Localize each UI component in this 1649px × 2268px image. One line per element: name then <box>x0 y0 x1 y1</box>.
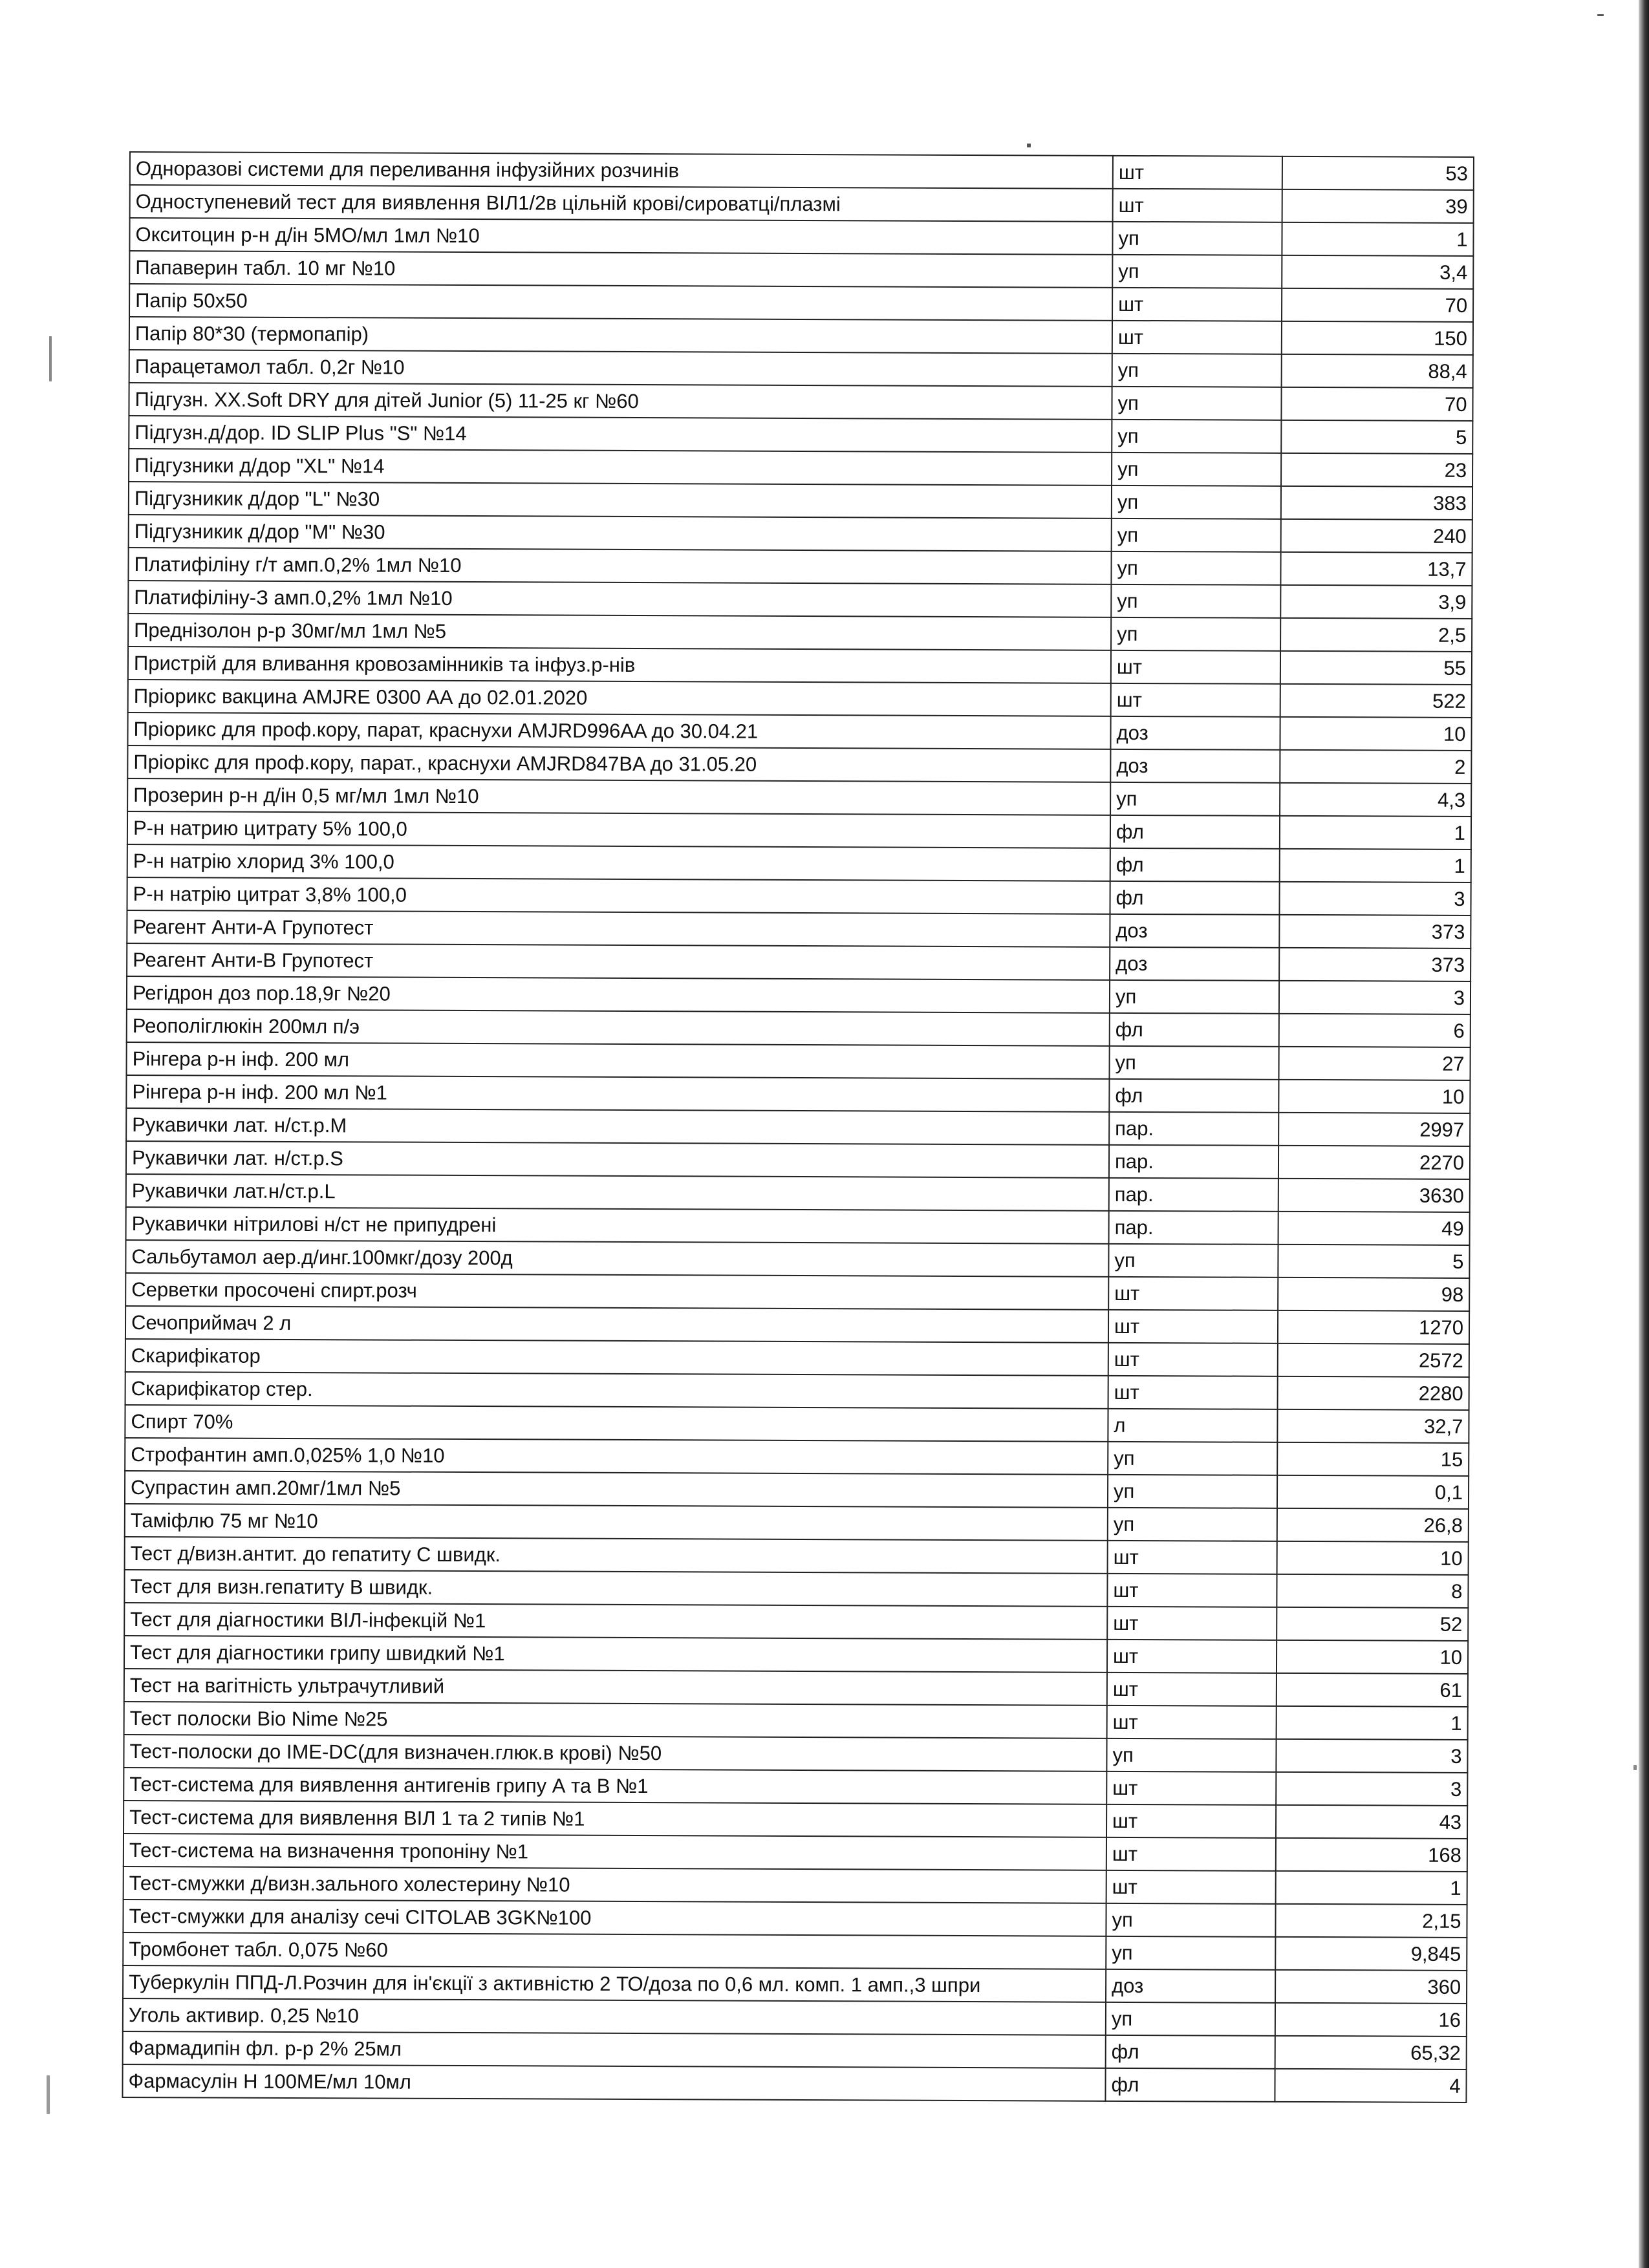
unit-cell: шт <box>1106 1771 1276 1805</box>
table-row <box>124 1801 1467 1839</box>
item-name-cell: Р-н натрію хлорид 3% 100,0 <box>127 844 1110 881</box>
table-row <box>125 1273 1469 1311</box>
quantity-cell: 26,8 <box>1277 1508 1469 1542</box>
table-row <box>124 1834 1467 1872</box>
table-row <box>126 1174 1470 1212</box>
item-name-cell: Тест на вагітність ультрачутливий <box>124 1669 1107 1706</box>
table-row <box>128 548 1472 586</box>
table-row <box>123 1965 1467 2004</box>
table-row <box>125 1339 1469 1377</box>
scan-speck <box>47 2075 50 2114</box>
unit-cell: уп <box>1112 354 1282 387</box>
unit-cell: шт <box>1106 1837 1276 1871</box>
unit-cell: шт <box>1108 1376 1278 1409</box>
table-row <box>126 1108 1470 1146</box>
quantity-cell: 2,15 <box>1275 1904 1467 1938</box>
unit-cell: шт <box>1112 288 1282 321</box>
quantity-cell: 43 <box>1276 1805 1467 1839</box>
unit-cell: шт <box>1107 1640 1277 1673</box>
unit-cell: шт <box>1107 1607 1277 1640</box>
item-name-cell: Тест-смужки д/визн.зального холестерину №10 <box>124 1867 1106 1903</box>
table-row <box>123 1899 1467 1938</box>
table-row <box>125 1306 1469 1344</box>
quantity-cell: 2270 <box>1278 1146 1470 1179</box>
item-name-cell: Тест-система на визначення тропоніну №1 <box>124 1834 1106 1870</box>
table-row <box>127 811 1471 850</box>
table-row <box>125 1438 1469 1476</box>
item-name-cell: Платифіліну-З амп.0,2% 1мл №10 <box>128 581 1111 617</box>
unit-cell: уп <box>1112 486 1281 519</box>
quantity-cell: 70 <box>1281 387 1472 421</box>
unit-cell: уп <box>1112 387 1281 420</box>
unit-cell: уп <box>1112 420 1281 453</box>
unit-cell: уп <box>1111 584 1280 618</box>
unit-cell: доз <box>1110 716 1280 750</box>
table-row <box>123 1998 1467 2037</box>
quantity-cell: 360 <box>1275 1970 1467 2004</box>
item-name-cell: Таміфлю 75 мг №10 <box>125 1504 1108 1541</box>
item-name-cell: Тест полоски Bio Nime №25 <box>124 1702 1107 1738</box>
item-name-cell: Папір 80*30 (термопапір) <box>129 317 1112 354</box>
item-name-cell: Пріорикс вакцина AMJRE 0300 АА до 02.01.2020 <box>128 679 1111 716</box>
quantity-cell: 13,7 <box>1280 552 1472 586</box>
item-name-cell: Підгузн. XX.Soft DRY для дітей Junior (5) 11-25 кг №60 <box>129 383 1112 420</box>
table-row <box>124 1702 1468 1740</box>
item-name-cell: Рінгера р-н інф. 200 мл <box>127 1042 1110 1079</box>
item-name-cell: Р-н натрию цитрату 5% 100,0 <box>127 811 1110 848</box>
scan-edge-shadow <box>1639 0 1649 2268</box>
unit-cell: фл <box>1110 881 1279 915</box>
quantity-cell: 1 <box>1277 1706 1468 1740</box>
quantity-cell: 1 <box>1276 1871 1467 1905</box>
item-name-cell: Рукавички нітрилові н/ст не припудрені <box>126 1207 1109 1244</box>
table-row <box>124 1768 1467 1806</box>
item-name-cell: Платифіліну г/т амп.0,2% 1мл №10 <box>128 548 1111 584</box>
item-name-cell: Регідрон доз пор.18,9г №20 <box>127 976 1110 1013</box>
quantity-cell: 2572 <box>1278 1343 1469 1377</box>
quantity-cell: 65,32 <box>1275 2036 1467 2070</box>
unit-cell: уп <box>1106 1936 1275 1970</box>
unit-cell: шт <box>1113 156 1282 189</box>
unit-cell: уп <box>1112 519 1281 552</box>
item-name-cell: Одноступеневий тест для виявлення ВІЛ1/2в цільній крові/сироватці/плазмі <box>130 185 1113 222</box>
quantity-cell: 3,4 <box>1282 255 1473 289</box>
unit-cell: доз <box>1110 749 1280 783</box>
unit-cell: уп <box>1108 1244 1278 1278</box>
quantity-cell: 150 <box>1282 321 1473 355</box>
item-name-cell: Реополіглюкін 200мл п/э <box>127 1009 1110 1046</box>
table-row <box>125 1471 1469 1509</box>
table-row <box>124 1636 1468 1674</box>
quantity-cell: 55 <box>1280 651 1472 685</box>
item-name-cell: Папір 50х50 <box>129 284 1112 321</box>
item-name-cell: Преднізолон р-р 30мг/мл 1мл №5 <box>128 614 1111 650</box>
quantity-cell: 88,4 <box>1282 354 1473 388</box>
item-name-cell: Тест-смужки для аналізу сечі CITOLAB 3GK№100 <box>123 1899 1106 1936</box>
quantity-cell: 5 <box>1281 420 1472 454</box>
unit-cell: доз <box>1110 914 1279 948</box>
quantity-cell: 10 <box>1280 717 1471 751</box>
unit-cell: шт <box>1106 1804 1276 1838</box>
item-name-cell: Сечоприймач 2 л <box>125 1306 1108 1343</box>
quantity-cell: 10 <box>1278 1080 1470 1113</box>
unit-cell: шт <box>1108 1343 1278 1376</box>
quantity-cell: 1 <box>1282 222 1473 256</box>
table-row <box>129 449 1472 487</box>
unit-cell: уп <box>1106 2002 1275 2036</box>
unit-cell: фл <box>1106 2035 1275 2069</box>
quantity-cell: 373 <box>1279 915 1471 948</box>
quantity-cell: 10 <box>1277 1640 1468 1674</box>
item-name-cell: Тест для визн.гепатиту В швидк. <box>124 1570 1107 1607</box>
quantity-cell: 383 <box>1281 486 1472 520</box>
quantity-cell: 6 <box>1279 1014 1471 1047</box>
quantity-cell: 2,5 <box>1280 618 1472 652</box>
table-row <box>127 745 1471 784</box>
table-row <box>126 1207 1470 1245</box>
item-name-cell: Тест для діагностики грипу швидкий №1 <box>124 1636 1107 1673</box>
table-row <box>128 581 1472 619</box>
unit-cell: шт <box>1108 1541 1277 1574</box>
table-row <box>125 1372 1469 1410</box>
item-name-cell: Супрастин амп.20мг/1мл №5 <box>125 1471 1108 1508</box>
unit-cell: шт <box>1113 189 1282 222</box>
unit-cell: пар. <box>1109 1211 1278 1245</box>
table-row <box>125 1240 1469 1278</box>
item-name-cell: Пристрій для вливання кровозамінників та інфуз.р-нів <box>128 647 1111 683</box>
unit-cell: шт <box>1108 1310 1278 1343</box>
unit-cell: уп <box>1111 551 1280 585</box>
table-row <box>124 1867 1467 1905</box>
quantity-cell: 15 <box>1277 1442 1469 1476</box>
table-row <box>129 284 1473 322</box>
item-name-cell: Фармасулін Н 100МЕ/мл 10мл <box>122 2064 1105 2101</box>
item-name-cell: Строфантин амп.0,025% 1,0 №10 <box>125 1438 1108 1475</box>
unit-cell: шт <box>1106 1870 1276 1904</box>
quantity-cell: 2997 <box>1278 1113 1470 1146</box>
unit-cell: доз <box>1110 947 1279 981</box>
table-row <box>129 218 1473 256</box>
unit-cell: уп <box>1108 1508 1277 1541</box>
table-row <box>129 251 1473 289</box>
table-row <box>127 976 1471 1014</box>
quantity-cell: 1270 <box>1278 1311 1469 1344</box>
item-name-cell: Пріорикс для проф.кору, парат, краснухи AMJRD996AA до 30.04.21 <box>127 712 1110 749</box>
quantity-cell: 10 <box>1277 1541 1469 1575</box>
unit-cell: шт <box>1107 1673 1277 1706</box>
table-row <box>127 844 1471 883</box>
item-name-cell: Фармадипін фл. р-р 2% 25мл <box>123 2031 1106 2068</box>
quantity-cell: 3 <box>1276 1739 1467 1773</box>
scan-speck <box>1633 1765 1637 1770</box>
item-name-cell: Тест-система для виявлення ВІЛ 1 та 2 типів №1 <box>124 1801 1106 1837</box>
table-row <box>130 152 1474 190</box>
table-row <box>127 1009 1471 1047</box>
unit-cell: уп <box>1108 1442 1277 1475</box>
scan-speck <box>1027 144 1031 147</box>
table-row <box>122 2064 1466 2102</box>
item-name-cell: Тромбонет табл. 0,075 №60 <box>123 1932 1106 1969</box>
quantity-cell: 1 <box>1280 816 1471 850</box>
item-name-cell: Рукавички лат. н/ст.р.М <box>126 1108 1109 1145</box>
item-name-cell: Рукавички лат.н/ст.р.L <box>126 1174 1109 1211</box>
quantity-cell: 52 <box>1277 1607 1468 1641</box>
unit-cell: шт <box>1107 1574 1277 1607</box>
table-row <box>123 1932 1467 1971</box>
table-row <box>124 1603 1468 1641</box>
unit-cell: пар. <box>1109 1145 1278 1179</box>
table-row <box>129 482 1472 520</box>
scan-speck <box>49 336 52 381</box>
quantity-cell: 8 <box>1277 1574 1468 1608</box>
item-name-cell: Скарифікатор стер. <box>125 1372 1108 1409</box>
table-row <box>127 877 1471 915</box>
unit-cell: уп <box>1110 980 1279 1014</box>
table-row <box>127 943 1471 981</box>
item-name-cell: Окситоцин р-н д/ін 5МО/мл 1мл №10 <box>129 218 1112 255</box>
item-name-cell: Підгузн.д/дор. ID SLIP Plus "S" №14 <box>129 416 1112 453</box>
table-row <box>124 1735 1467 1773</box>
table-row <box>127 1042 1471 1080</box>
table-row <box>124 1669 1468 1707</box>
item-name-cell: Скарифікатор <box>125 1339 1108 1376</box>
item-name-cell: Рінгера р-н інф. 200 мл №1 <box>126 1075 1109 1112</box>
table-row <box>127 910 1471 948</box>
unit-cell: уп <box>1111 617 1280 651</box>
table-row <box>126 1075 1470 1113</box>
unit-cell: фл <box>1105 2068 1275 2102</box>
item-name-cell: Уголь активир. 0,25 №10 <box>123 1998 1106 2035</box>
quantity-cell: 4,3 <box>1280 783 1471 817</box>
quantity-cell: 27 <box>1278 1047 1470 1080</box>
quantity-cell: 168 <box>1276 1838 1467 1872</box>
table-row <box>128 679 1472 718</box>
table-row <box>127 712 1471 751</box>
table-row <box>125 1405 1469 1443</box>
unit-cell: доз <box>1106 1969 1275 2003</box>
quantity-cell: 3 <box>1279 882 1471 915</box>
quantity-cell: 39 <box>1282 189 1474 223</box>
quantity-cell: 2 <box>1280 750 1471 784</box>
table-row <box>129 515 1472 553</box>
item-name-cell: Підгузники д/дор "XL" №14 <box>129 449 1112 486</box>
quantity-cell: 49 <box>1278 1212 1470 1245</box>
table-row <box>128 614 1472 652</box>
unit-cell: шт <box>1111 650 1280 684</box>
item-name-cell: Підгузникик д/дор "L" №30 <box>129 482 1112 519</box>
quantity-cell: 23 <box>1281 453 1472 487</box>
quantity-cell: 53 <box>1282 156 1474 190</box>
unit-cell: пар. <box>1109 1178 1278 1212</box>
item-name-cell: Тест-система для виявлення антигенів грипу А та В №1 <box>124 1768 1106 1804</box>
item-name-cell: Підгузникик д/дор "M" №30 <box>129 515 1112 551</box>
quantity-cell: 2280 <box>1278 1376 1469 1410</box>
table-row <box>125 1537 1469 1575</box>
quantity-cell: 5 <box>1278 1245 1469 1278</box>
quantity-cell: 70 <box>1282 288 1473 322</box>
unit-cell: уп <box>1110 1046 1279 1080</box>
item-name-cell: Пріорікс для проф.кору, парат., краснухи AMJRD847BA до 31.05.20 <box>127 745 1110 782</box>
unit-cell: шт <box>1112 321 1282 354</box>
unit-cell: шт <box>1107 1706 1277 1739</box>
quantity-cell: 3630 <box>1278 1179 1470 1212</box>
quantity-cell: 0,1 <box>1277 1475 1469 1509</box>
unit-cell: уп <box>1112 255 1282 288</box>
table-row <box>129 383 1472 421</box>
unit-cell: пар. <box>1109 1112 1278 1146</box>
table-row <box>129 416 1472 454</box>
unit-cell: фл <box>1110 848 1280 882</box>
unit-cell: уп <box>1112 222 1282 255</box>
unit-cell: фл <box>1110 1013 1279 1047</box>
table-row <box>124 1570 1468 1608</box>
table-row <box>126 1141 1470 1179</box>
inventory-table <box>122 151 1474 2103</box>
item-name-cell: Спирт 70% <box>125 1405 1108 1442</box>
item-name-cell: Рукавички лат. н/ст.р.S <box>126 1141 1109 1178</box>
quantity-cell: 16 <box>1275 2003 1467 2037</box>
quantity-cell: 4 <box>1275 2069 1466 2102</box>
item-name-cell: Реагент Анти-А Групотест <box>127 910 1110 947</box>
table-row <box>123 2031 1467 2070</box>
quantity-cell: 3 <box>1279 981 1471 1014</box>
unit-cell: уп <box>1106 1903 1275 1937</box>
table-row <box>125 1504 1469 1542</box>
item-name-cell: Одноразові системи для переливання інфузійних розчинів <box>130 152 1113 189</box>
item-name-cell: Папаверин табл. 10 мг №10 <box>129 251 1112 288</box>
item-name-cell: Парацетамол табл. 0,2г №10 <box>129 350 1112 387</box>
unit-cell: уп <box>1112 453 1281 486</box>
item-name-cell: Р-н натрію цитрат 3,8% 100,0 <box>127 877 1110 914</box>
table-row <box>130 185 1474 223</box>
item-name-cell: Сальбутамол аер.д/инг.100мкг/дозу 200д <box>125 1240 1108 1277</box>
unit-cell: шт <box>1108 1277 1278 1311</box>
inventory-table-body <box>122 152 1474 2102</box>
quantity-cell: 3 <box>1276 1772 1467 1806</box>
quantity-cell: 98 <box>1278 1278 1469 1311</box>
unit-cell: уп <box>1106 1738 1276 1772</box>
quantity-cell: 61 <box>1277 1673 1468 1707</box>
scan-speck <box>1597 14 1604 16</box>
table-row <box>128 647 1472 685</box>
unit-cell: фл <box>1110 815 1280 849</box>
table-row <box>127 778 1471 817</box>
item-name-cell: Реагент Анти-В Групотест <box>127 943 1110 980</box>
item-name-cell: Прозерин р-н д/ін 0,5 мг/мл 1мл №10 <box>127 778 1110 815</box>
quantity-cell: 373 <box>1279 948 1471 981</box>
quantity-cell: 240 <box>1281 519 1472 553</box>
unit-cell: уп <box>1110 782 1280 816</box>
quantity-cell: 1 <box>1280 849 1471 883</box>
quantity-cell: 9,845 <box>1275 1937 1467 1971</box>
unit-cell: фл <box>1109 1079 1278 1113</box>
table-row <box>129 317 1473 355</box>
quantity-cell: 32,7 <box>1277 1409 1469 1443</box>
item-name-cell: Серветки просочені спирт.розч <box>125 1273 1108 1310</box>
unit-cell: уп <box>1108 1475 1277 1508</box>
item-name-cell: Тест д/визн.антит. до гепатиту С швидк. <box>125 1537 1108 1574</box>
unit-cell: шт <box>1111 683 1280 717</box>
quantity-cell: 3,9 <box>1280 585 1472 619</box>
table-row <box>129 350 1473 388</box>
quantity-cell: 522 <box>1280 684 1472 718</box>
unit-cell: л <box>1108 1409 1277 1442</box>
item-name-cell: Тест для діагностики ВІЛ-інфекцій №1 <box>124 1603 1107 1640</box>
item-name-cell: Тест-полоски до IME-DC(для визначен.глюк.в крові) №50 <box>124 1735 1106 1771</box>
item-name-cell: Туберкулін ППД-Л.Розчин для ін'єкції з активністю 2 ТО/доза по 0,6 мл. комп. 1 амп.,3 шпри <box>123 1965 1106 2002</box>
